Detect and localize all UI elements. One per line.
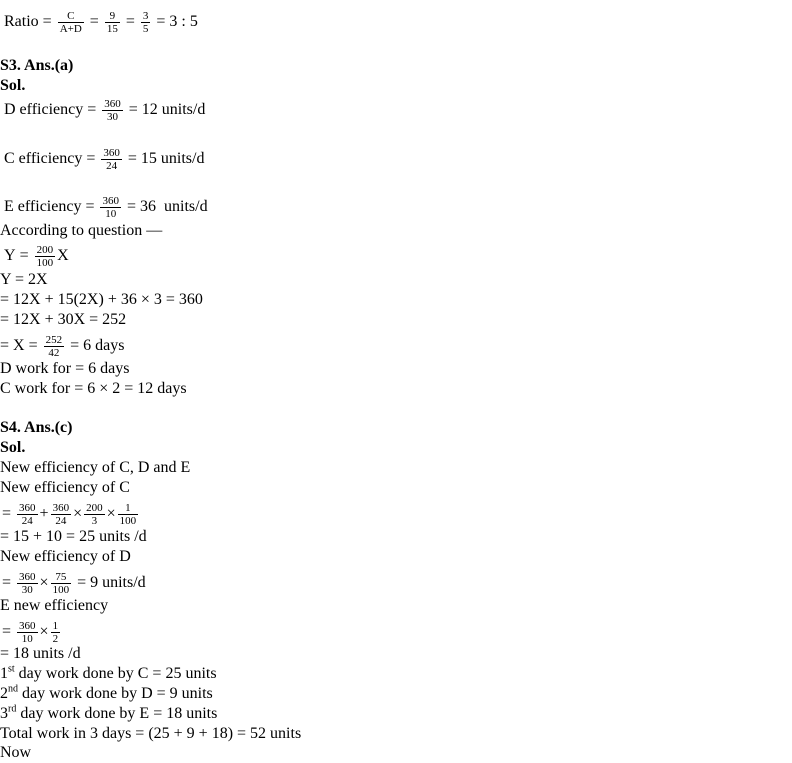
d-efficiency-line: D efficiency = $\frac{360}{30}$ = 12 units/d	[4, 98, 206, 123]
x-equation-line: = X = $\frac{252}{42}$ = 6 days	[0, 334, 125, 359]
fraction: $\frac{C}{A+D}$	[59, 10, 82, 35]
e-result-line: = 18 units /d	[0, 645, 81, 662]
fraction: $\frac{75}{100}$	[52, 571, 70, 596]
e-expression-line: = $\frac{360}{10}$ × $\frac{1}{2}$	[2, 620, 59, 645]
fraction: $\frac{200}{3}$	[86, 502, 103, 527]
fraction: $\frac{3}{5}$	[142, 10, 149, 35]
c-work-line: C work for = 6 × 2 = 12 days	[0, 380, 187, 397]
new-eff-c-title: New efficiency of C	[0, 479, 130, 496]
fraction: $\frac{200}{100}$	[36, 244, 54, 269]
e-title: E new efficiency	[0, 597, 109, 614]
ratio-result: 3 : 5	[169, 13, 198, 31]
fraction: $\frac{360}{30}$	[104, 98, 121, 123]
new-eff-title: New efficiency of C, D and E	[0, 459, 191, 476]
fraction: $\frac{360}{24}$	[52, 502, 70, 527]
text-line: = 12X + 30X = 252	[0, 311, 127, 328]
c-efficiency-line: C efficiency = $\frac{360}{24}$ = 15 units/d	[4, 147, 205, 172]
fraction: $\frac{360}{10}$	[19, 620, 36, 645]
fraction: $\frac{360}{24}$	[19, 502, 36, 527]
day2-line: 2nd day work done by D = 9 units	[0, 683, 213, 702]
s4-heading: S4. Ans.(c)	[0, 419, 73, 436]
d-work-line: D work for = 6 days	[0, 360, 130, 377]
s3-sol: Sol.	[0, 77, 26, 94]
fraction: $\frac{360}{24}$	[103, 147, 120, 172]
y-equation-line: Y = $\frac{200}{100}$ X	[4, 244, 69, 269]
fraction: $\frac{360}{10}$	[102, 195, 119, 220]
total-line: Total work in 3 days = (25 + 9 + 18) = 52 units	[0, 725, 302, 742]
according-line: According to question —	[0, 222, 163, 239]
d-expression-line: = $\frac{360}{30}$ × $\frac{75}{100}$ = 9 units/d	[2, 571, 146, 596]
text-line: = 12X + 15(2X) + 36 × 3 = 360	[0, 291, 203, 308]
text-line: Y = 2X	[0, 271, 48, 288]
day1-line: 1st day work done by C = 25 units	[0, 663, 217, 682]
fraction: $\frac{360}{30}$	[19, 571, 36, 596]
c-expression-line: = $\frac{360}{24}$ + $\frac{360}{24}$ × $\frac{200}{3}$ × $\frac{1}{100}$	[2, 502, 137, 527]
s3-heading: S3. Ans.(a)	[0, 57, 74, 74]
ratio-line: Ratio = $\frac{C}{A+D}$ = $\frac{9}{15}$ = $\frac{3}{5}$ = 3 : 5	[4, 10, 198, 35]
s4-sol: Sol.	[0, 439, 26, 456]
day3-line: 3rd day work done by E = 18 units	[0, 703, 218, 722]
ratio-label: Ratio	[4, 13, 39, 31]
new-eff-d-title: New efficiency of D	[0, 548, 131, 565]
e-efficiency-line: E efficiency = $\frac{360}{10}$ = 36 units/d	[4, 195, 208, 220]
c-result-line: = 15 + 10 = 25 units /d	[0, 528, 147, 545]
fraction: $\frac{252}{42}$	[45, 334, 63, 359]
fraction: $\frac{1}{2}$	[52, 620, 59, 645]
now-line: Now	[0, 744, 32, 761]
fraction: $\frac{1}{100}$	[119, 502, 137, 527]
fraction: $\frac{9}{15}$	[106, 10, 118, 35]
